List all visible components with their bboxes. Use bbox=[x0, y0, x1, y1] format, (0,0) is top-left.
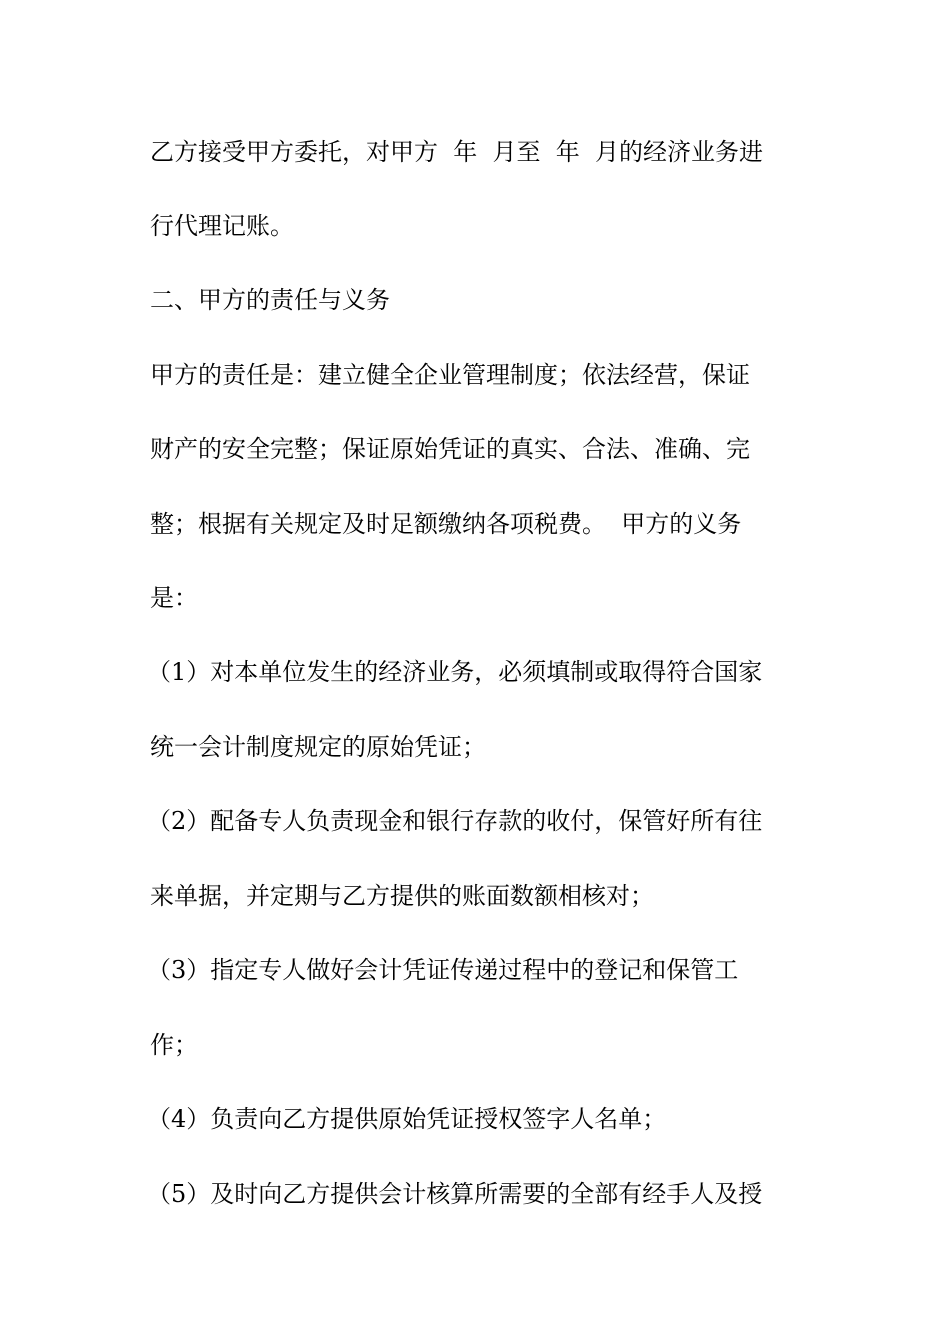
list-item: （2）配备专人负责现金和银行存款的收付，保管好所有往 bbox=[147, 807, 763, 835]
paragraph-line: 统一会计制度规定的原始凭证； bbox=[150, 733, 486, 761]
paragraph-line: 甲方的责任是：建立健全企业管理制度；依法经营，保证 bbox=[150, 361, 750, 389]
paragraph-line: 乙方接受甲方委托，对甲方 年 月至 年 月的经济业务进 bbox=[150, 138, 764, 166]
paragraph-line: 财产的安全完整；保证原始凭证的真实、合法、准确、完 bbox=[150, 435, 750, 463]
paragraph-line: 整；根据有关规定及时足额缴纳各项税费。 甲方的义务 bbox=[150, 510, 742, 538]
paragraph-line: 是： bbox=[150, 584, 198, 612]
paragraph-line: 行代理记账。 bbox=[150, 212, 294, 240]
section-heading: 二、甲方的责任与义务 bbox=[150, 286, 390, 314]
list-item: （3）指定专人做好会计凭证传递过程中的登记和保管工 bbox=[147, 956, 739, 984]
paragraph-line: 来单据，并定期与乙方提供的账面数额相核对； bbox=[150, 882, 654, 910]
paragraph-line: 作； bbox=[150, 1031, 198, 1059]
list-item: （1）对本单位发生的经济业务，必须填制或取得符合国家 bbox=[147, 658, 763, 686]
list-item: （4）负责向乙方提供原始凭证授权签字人名单； bbox=[147, 1105, 667, 1133]
list-item: （5）及时向乙方提供会计核算所需要的全部有经手人及授 bbox=[147, 1180, 763, 1208]
